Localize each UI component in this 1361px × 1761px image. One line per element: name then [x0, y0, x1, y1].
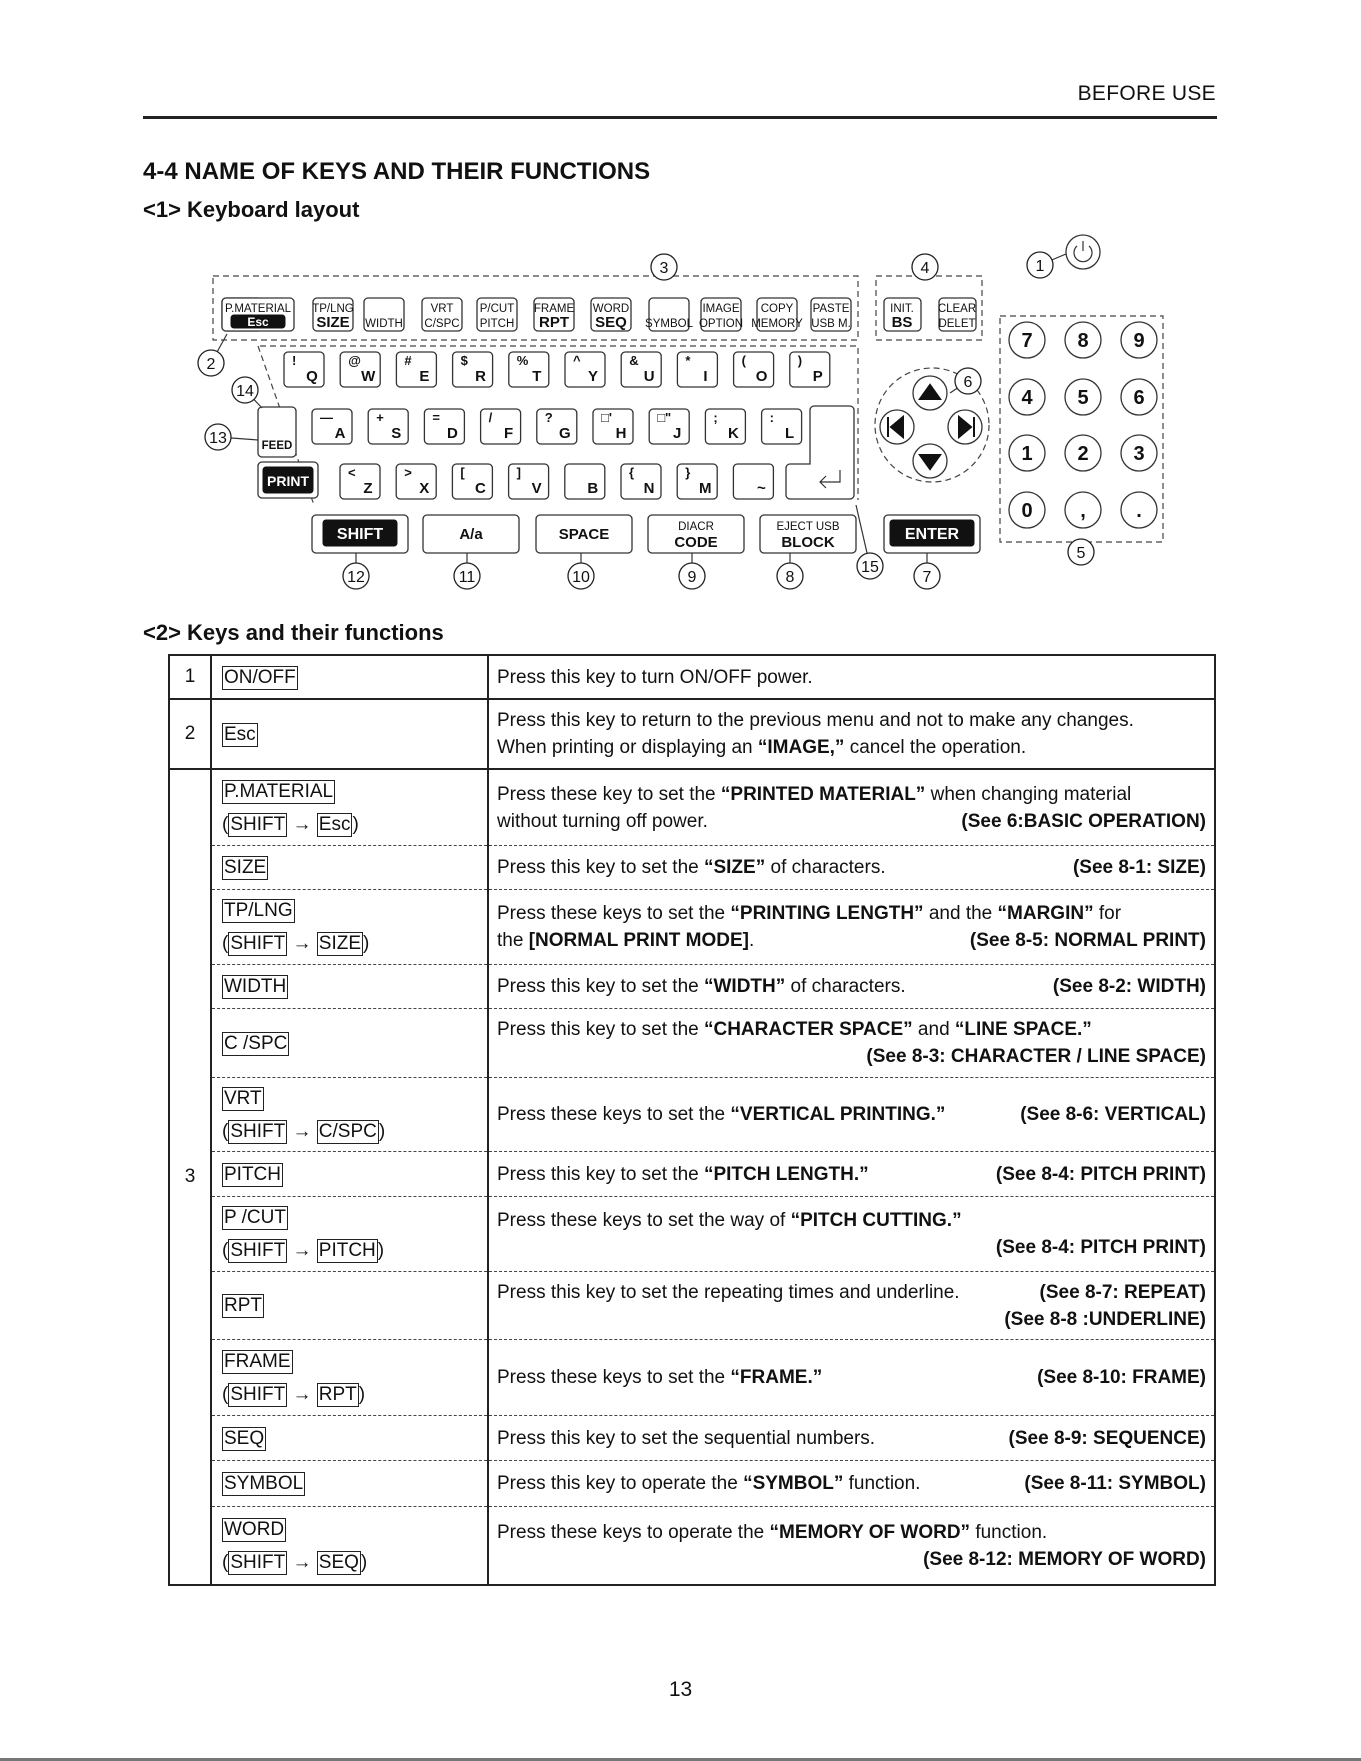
character-key-shift-label: ( [741, 353, 746, 368]
numpad-key-label: . [1136, 500, 1142, 522]
function-key-bottom-label: WIDTH [365, 318, 403, 330]
function-key[interactable] [699, 298, 743, 331]
callout-7 [914, 553, 940, 589]
callout-number: 13 [209, 430, 227, 447]
character-key-label: ~ [757, 480, 766, 497]
table-row [169, 699, 1215, 769]
diacr-code-key[interactable] [648, 515, 744, 553]
key-description: Press this key to return to the previous menu and not to make any changes. When printing or displaying an “IMAGE,” cancel the operation. [497, 710, 1134, 758]
key-label: VRT [224, 1087, 262, 1109]
character-key-label: Y [587, 368, 599, 385]
keyboard-diagram [0, 0, 1361, 600]
reference: (See 8-4: PITCH PRINT) [995, 1237, 1206, 1258]
function-key-top-label: FRAME [533, 303, 575, 315]
key-label: Esc [224, 723, 256, 745]
section-title: 4-4 NAME OF KEYS AND THEIR FUNCTIONS [143, 158, 651, 185]
character-key-label: T [532, 368, 542, 385]
function-key[interactable] [422, 298, 462, 331]
numpad-key[interactable] [1121, 492, 1157, 528]
key-description: Press this key to turn ON/OFF power. [497, 666, 813, 688]
edit-key-bottom-label: DELET [938, 318, 976, 330]
key-label: P /CUT [224, 1207, 286, 1228]
character-key[interactable] [621, 464, 661, 499]
character-key-label: L [785, 425, 795, 442]
numpad-key[interactable] [1065, 435, 1101, 471]
reference: (See 8-2: WIDTH) [1052, 976, 1206, 997]
character-key-label: O [755, 368, 768, 385]
function-key[interactable] [364, 298, 404, 331]
numpad-key[interactable] [1121, 435, 1157, 471]
character-key-shift-label: * [685, 353, 691, 368]
code-key-label: CODE [674, 534, 718, 551]
key-label: WIDTH [224, 976, 287, 997]
callout-number: 4 [920, 260, 930, 277]
edit-key[interactable] [884, 298, 921, 331]
callout-number: 5 [1076, 545, 1086, 562]
character-key[interactable] [705, 409, 745, 444]
character-key-label: K [727, 425, 739, 442]
character-key-shift-label: $ [460, 353, 468, 368]
edit-key-bottom-label: BS [891, 314, 913, 331]
cursor-left-key[interactable] [880, 410, 914, 444]
row-number: 3 [169, 769, 211, 1585]
key-label: FRAME [224, 1350, 291, 1372]
character-key-shift-label: @ [348, 353, 361, 368]
character-key-shift-label: / [488, 410, 493, 425]
character-key[interactable] [509, 352, 549, 387]
eject-block-key[interactable] [760, 515, 856, 553]
numpad-key[interactable] [1065, 379, 1101, 415]
key-description: Press this key to set the “SIZE” of characters. (See 8-1: SIZE) [489, 854, 1214, 881]
callout-number: 7 [922, 569, 932, 586]
numpad-key-label: , [1080, 500, 1086, 522]
keyboard-heading: <1> Keyboard layout [143, 197, 360, 222]
key-label: SIZE [224, 857, 267, 878]
numpad-key[interactable] [1065, 322, 1101, 358]
power-key[interactable] [1066, 235, 1100, 269]
character-key-shift-label: { [629, 465, 635, 480]
character-key-shift-label: ^ [573, 353, 581, 368]
numpad-key[interactable] [1009, 379, 1045, 415]
function-key-top-label: PASTE [812, 303, 850, 315]
character-key-shift-label: ) [797, 353, 803, 368]
reference: (See 8-9: SEQUENCE) [1008, 1427, 1206, 1449]
character-key-shift-label: % [516, 353, 529, 368]
character-key[interactable] [565, 464, 605, 499]
function-key-top-label: IMAGE [702, 303, 740, 315]
key-description: Press this key to set the repeating times and underline. (See 8-7: REPEAT) (See 8-8 :UNDERLINE) [489, 1279, 1214, 1333]
character-key-label: A [334, 425, 346, 442]
callout-number: 14 [236, 383, 254, 400]
callout-13 [205, 424, 258, 450]
callout-number: 1 [1035, 258, 1045, 275]
key-description: Press these key to set the “PRINTED MATERIAL” when changing material without turning off power. (See 6:BASIC OPERATION) [489, 781, 1214, 835]
reference: (See 8-1: SIZE) [1072, 857, 1206, 878]
key-description: Press these keys to set the “FRAME.” (See 8-10: FRAME) [489, 1364, 1214, 1391]
table-row-group-3: 3 P.MATERIAL ( SHIFT → Esc ) SIZE TP/LNG ( SHIFT → SIZE ) WIDTH C /SPC VRT ( SHIFT → C/SPC ) PITCH P /CUT ( SHIFT → PITCH ) RPT FRAME ( SHIFT → RPT ) SEQ SYMBOL WORD ( SHIFT → SEQ ) Press these key to set the “PRINTED MATERIAL” when changing material without turning off power. (See 6:BASIC OPERATION) Press this key to set the “SIZE” of characters. (See 8-1: SIZE) Press these keys to set the “PRINTING LENGTH” and the “MARGIN” for the [NORMAL PRINT MODE]. (See 8-5: NORMAL PRINT) Press this key to set the “WIDTH” of characters. (See 8-2: WIDTH) Press this key to set the “CHARACTER SPACE” and “LINE SPACE.” (See 8-3: CHARACTER / LINE SPACE) Press these keys to set the “VERTICAL PRINTING.” (See 8-6: VERTICAL) Press this key to set the “PITCH LENGTH.” (See 8-4: PITCH PRINT) Press these keys to set the way of “PITCH CUTTING.” (See 8-4: PITCH PRINT) Press this key to set the repeating times and underline. (See 8-7: REPEAT) (See 8-8 :UNDERLINE) Press these keys to set the “FRAME.” (See 8-10: FRAME) Press this key to set the sequential numbers. (See 8-9: SEQUENCE) Press this key to operate the “SYMBOL” function. (See 8-11: SYMBOL) Press these keys to operate the “MEMORY OF WORD” function. (See 8-12: MEMORY OF WORD) [169, 769, 1215, 1585]
numpad-key-label: 5 [1077, 387, 1089, 409]
character-key-shift-label: □" [657, 410, 672, 425]
character-key-shift-label: = [432, 410, 440, 425]
character-key-shift-label: ! [292, 353, 297, 368]
character-key[interactable] [762, 409, 802, 444]
cursor-right-key[interactable] [948, 410, 982, 444]
print-key-label: PRINT [267, 473, 309, 489]
character-key-shift-label: ? [544, 410, 553, 425]
key-description: Press this key to set the sequential numbers. (See 8-9: SEQUENCE) [489, 1425, 1214, 1452]
character-key[interactable] [734, 352, 774, 387]
callout-number: 6 [963, 374, 973, 391]
edit-key[interactable] [938, 298, 976, 331]
callout-number: 3 [659, 260, 669, 277]
function-key[interactable] [751, 298, 803, 331]
character-key[interactable] [340, 464, 380, 499]
key-label: WORD [224, 1518, 285, 1540]
character-key[interactable] [396, 352, 436, 387]
callout-number: 2 [206, 356, 216, 373]
numpad-key[interactable] [1065, 492, 1101, 528]
key-label: SEQ [224, 1427, 265, 1449]
key-label: RPT [224, 1295, 262, 1316]
function-key-bottom-label: C/SPC [424, 318, 460, 330]
reference: (See 8-5: NORMAL PRINT) [969, 930, 1206, 951]
numpad-key-label: 2 [1077, 443, 1089, 465]
callout-4 [912, 254, 938, 280]
character-key[interactable] [340, 352, 380, 387]
callout-number: 15 [861, 559, 879, 576]
function-key-bottom-label: OPTION [698, 318, 744, 330]
key-description: Press these keys to operate the “MEMORY OF WORD” function. (See 8-12: MEMORY OF WORD) [489, 1519, 1214, 1573]
character-key-label: W [361, 368, 376, 385]
enter-key-label: ENTER [904, 526, 960, 543]
function-key-bottom-label: PITCH [479, 318, 515, 330]
character-key[interactable] [733, 464, 773, 499]
reference: (See 8-3: CHARACTER / LINE SPACE) [866, 1046, 1206, 1067]
callout-number: 10 [572, 569, 590, 586]
function-key-top-label: P/CUT [479, 303, 515, 315]
function-key-top-label: VRT [430, 303, 454, 315]
character-key-label: G [558, 425, 571, 442]
character-key-label: X [419, 480, 430, 497]
numpad-key-label: 9 [1133, 330, 1145, 352]
numpad-key-label: 1 [1021, 443, 1033, 465]
case-key-label: A/a [459, 526, 483, 543]
reference: (See 8-6: VERTICAL) [1020, 1104, 1206, 1125]
function-key-bottom-label: SYMBOL [645, 318, 693, 330]
row-number: 1 [169, 655, 211, 699]
character-key-shift-label: } [685, 465, 691, 480]
cursor-up-key[interactable] [913, 376, 947, 410]
function-key[interactable] [534, 298, 575, 331]
edit-key-top-label: CLEAR [937, 303, 977, 315]
character-key[interactable] [621, 352, 661, 387]
character-key[interactable] [593, 409, 633, 444]
table-row [169, 655, 1215, 699]
character-key-label: V [531, 480, 542, 497]
feed-key-label: FEED [261, 440, 293, 452]
character-key-shift-label: # [404, 353, 412, 368]
character-key-label: D [446, 425, 458, 442]
function-key-top-label: COPY [760, 303, 794, 315]
print-key[interactable] [258, 462, 318, 498]
numpad-key[interactable] [1009, 322, 1045, 358]
function-key-bottom-label: USB M. [811, 318, 851, 330]
character-key[interactable] [565, 352, 605, 387]
function-key[interactable] [477, 298, 517, 331]
function-key-top-label: P.MATERIAL [224, 303, 292, 315]
numpad-key-label: 0 [1021, 500, 1033, 522]
character-key[interactable] [453, 352, 493, 387]
callout-number: 9 [687, 569, 697, 586]
character-key[interactable] [677, 352, 717, 387]
character-key[interactable] [284, 352, 324, 387]
function-key[interactable] [645, 298, 694, 331]
numpad-key-label: 6 [1133, 387, 1145, 409]
function-key[interactable] [591, 298, 631, 331]
character-key-label: U [643, 368, 655, 385]
block-key-label: BLOCK [781, 534, 835, 551]
reference: (See 8-12: MEMORY OF WORD) [923, 1548, 1206, 1570]
numpad-key-label: 4 [1021, 387, 1033, 409]
numpad-key[interactable] [1121, 322, 1157, 358]
character-key[interactable] [481, 409, 521, 444]
callout-5 [1068, 539, 1094, 565]
numpad-key[interactable] [1121, 379, 1157, 415]
character-key-shift-label: + [376, 410, 384, 425]
numpad-key-label: 3 [1133, 443, 1145, 465]
character-key-label: S [391, 425, 402, 442]
character-key-shift-label: [ [460, 465, 465, 480]
callout-15 [856, 505, 883, 579]
character-key[interactable] [537, 409, 577, 444]
function-key-bottom-label: Esc [247, 315, 269, 329]
key-description: Press this key to set the “WIDTH” of characters. (See 8-2: WIDTH) [489, 973, 1214, 1000]
numpad-key[interactable] [1009, 435, 1045, 471]
reference: (See 8-4: PITCH PRINT) [995, 1163, 1206, 1185]
function-key[interactable] [811, 298, 851, 331]
callout-6 [950, 368, 981, 394]
callout-number: 12 [347, 569, 365, 586]
row-number: 2 [169, 699, 211, 769]
character-key-shift-label: > [404, 465, 412, 480]
shift-key-label: SHIFT [336, 526, 384, 543]
callout-number: 11 [458, 569, 476, 586]
character-key-label: J [673, 425, 682, 442]
character-key[interactable] [396, 464, 436, 499]
key-description: Press this key to set the “PITCH LENGTH.” (See 8-4: PITCH PRINT) [489, 1161, 1214, 1188]
function-key[interactable] [222, 298, 294, 331]
key-description: Press these keys to set the “VERTICAL PRINTING.” (See 8-6: VERTICAL) [489, 1101, 1214, 1128]
character-key[interactable] [790, 352, 830, 387]
character-key-shift-label: □' [601, 410, 612, 425]
character-key-label: C [474, 480, 486, 497]
case-key[interactable] [423, 515, 519, 553]
key-function-table [168, 654, 1216, 1586]
key-label: C /SPC [224, 1032, 288, 1054]
key-label: ON/OFF [224, 666, 296, 688]
callout-14 [232, 377, 262, 408]
key-label: P.MATERIAL [224, 780, 334, 802]
numpad-key-label: 8 [1077, 330, 1089, 352]
page-number: 13 [668, 1678, 693, 1701]
character-key-label: H [615, 425, 627, 442]
running-header: BEFORE USE [1077, 82, 1216, 105]
table-heading: <2> Keys and their functions [143, 620, 444, 645]
function-key-top-label: WORD [592, 303, 630, 315]
key-description: Press this key to set the “CHARACTER SPACE” and “LINE SPACE.” (See 8-3: CHARACTER / LINE SPACE) [489, 1016, 1214, 1070]
character-key-label: Z [363, 480, 373, 497]
key-label: PITCH [224, 1163, 281, 1185]
numpad-key-label: 7 [1021, 330, 1033, 352]
character-key[interactable] [312, 409, 352, 444]
space-key[interactable] [536, 515, 632, 553]
eject-key-top-label: EJECT USB [776, 521, 840, 533]
reference: (See 8-8 :UNDERLINE) [1004, 1308, 1206, 1330]
key-description: Press these keys to set the “PRINTING LENGTH” and the “MARGIN” for the [NORMAL PRINT MODE]. (See 8-5: NORMAL PRINT) [489, 900, 1214, 954]
key-description: Press this key to operate the “SYMBOL” function. (See 8-11: SYMBOL) [489, 1470, 1214, 1497]
character-key-label: E [419, 368, 430, 385]
character-key[interactable] [368, 409, 408, 444]
reference: (See 8-10: FRAME) [1037, 1367, 1206, 1388]
enter-key[interactable] [884, 515, 980, 553]
character-key[interactable] [649, 409, 689, 444]
character-key-label: P [812, 368, 823, 385]
character-key[interactable] [509, 464, 549, 499]
feed-key[interactable] [258, 407, 296, 457]
shift-key[interactable] [312, 515, 408, 553]
character-key-shift-label: < [348, 465, 356, 480]
key-label: SYMBOL [224, 1473, 304, 1494]
character-key-shift-label: ] [516, 465, 521, 480]
function-key-bottom-label: RPT [539, 314, 569, 331]
callout-9 [679, 553, 705, 589]
character-key-label: Q [306, 368, 318, 385]
callout-8 [777, 553, 803, 589]
character-key-label: N [643, 480, 655, 497]
character-key-label: R [475, 368, 487, 385]
callout-3 [651, 254, 677, 280]
function-key-top-label: TP/LNG [312, 303, 354, 315]
diacr-key-top-label: DIACR [678, 521, 714, 533]
character-key[interactable] [452, 464, 492, 499]
edit-key-top-label: INIT. [890, 303, 914, 315]
callout-10 [568, 553, 594, 589]
character-key-label: F [504, 425, 514, 442]
reference: (See 8-11: SYMBOL) [1024, 1473, 1206, 1494]
character-key-shift-label: — [320, 410, 333, 425]
reference: (See 8-7: REPEAT) [1039, 1281, 1206, 1303]
character-key-shift-label: & [629, 353, 639, 368]
numpad-key[interactable] [1009, 492, 1045, 528]
callout-number: 8 [785, 569, 795, 586]
reference: (See 6:BASIC OPERATION) [961, 810, 1206, 832]
function-key-bottom-label: MEMORY [751, 318, 803, 330]
callout-11 [454, 553, 480, 589]
callout-1 [1027, 252, 1066, 278]
character-key-label: I [703, 368, 708, 385]
space-key-label: SPACE [558, 526, 610, 543]
function-key-bottom-label: SEQ [595, 314, 627, 331]
function-key-bottom-label: SIZE [316, 314, 350, 331]
callout-12 [343, 553, 369, 589]
character-key[interactable] [424, 409, 464, 444]
key-label: TP/LNG [224, 900, 293, 921]
function-key[interactable] [312, 298, 354, 331]
character-key-label: B [587, 480, 599, 497]
key-description: Press these keys to set the way of “PITCH CUTTING.” (See 8-4: PITCH PRINT) [489, 1207, 1214, 1261]
cursor-down-key[interactable] [913, 444, 947, 478]
character-key-shift-label: ; [713, 410, 718, 425]
character-key[interactable] [677, 464, 717, 499]
character-key-shift-label: : [769, 410, 774, 425]
character-key-label: M [698, 480, 712, 497]
